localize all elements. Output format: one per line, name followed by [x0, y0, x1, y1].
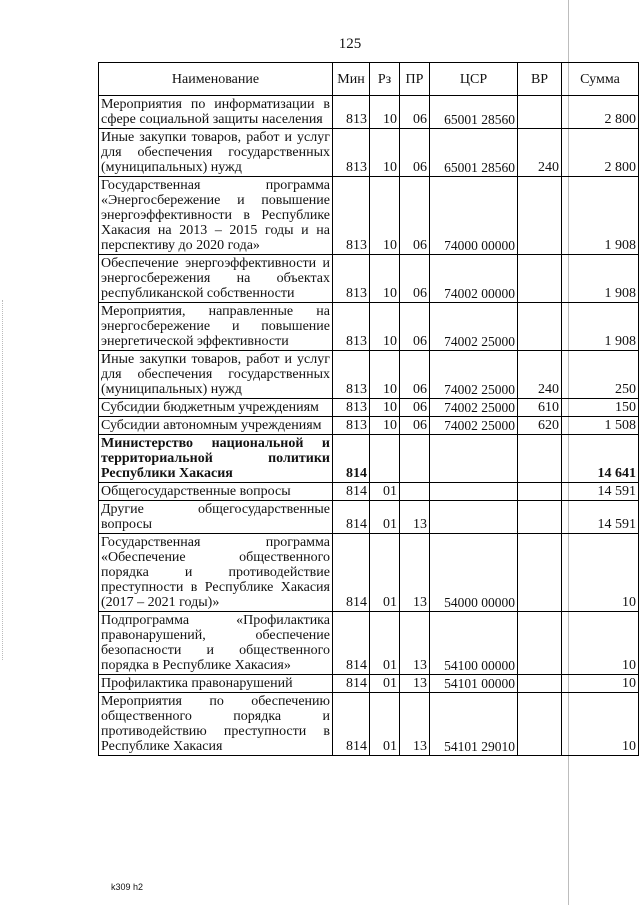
- cell-min: 814: [333, 483, 370, 501]
- cell-min: 813: [333, 255, 370, 303]
- table-row: [99, 435, 639, 483]
- cell-sum: 1 908: [562, 255, 639, 303]
- cell-min: 813: [333, 303, 370, 351]
- cell-csr: 74002 25000: [430, 303, 518, 351]
- cell-csr: [430, 435, 518, 483]
- cell-rz: 01: [370, 483, 400, 501]
- cell-min: 814: [333, 435, 370, 483]
- cell-vr: 620: [518, 417, 562, 435]
- col-header-min: Мин: [333, 63, 370, 96]
- table-row: [99, 303, 639, 351]
- cell-name: Другие общегосударственные вопросы: [99, 501, 333, 534]
- cell-rz: 01: [370, 675, 400, 693]
- footer-code: k309 h2: [111, 882, 144, 892]
- cell-min: 814: [333, 534, 370, 612]
- cell-rz: 10: [370, 255, 400, 303]
- cell-vr: [518, 612, 562, 675]
- cell-rz: 01: [370, 693, 400, 756]
- cell-min: 813: [333, 351, 370, 399]
- cell-min: 814: [333, 693, 370, 756]
- col-header-sum: Сумма: [562, 63, 639, 96]
- cell-sum: 10: [562, 675, 639, 693]
- table-body: [99, 96, 639, 756]
- table-row: [99, 501, 639, 534]
- cell-pr: 06: [400, 96, 430, 129]
- cell-csr: 65001 28560: [430, 96, 518, 129]
- cell-pr: 06: [400, 417, 430, 435]
- cell-csr: 54000 00000: [430, 534, 518, 612]
- cell-pr: [400, 435, 430, 483]
- cell-sum: 2 800: [562, 129, 639, 177]
- cell-vr: [518, 177, 562, 255]
- table-row: [99, 351, 639, 399]
- cell-pr: 13: [400, 693, 430, 756]
- table-row: [99, 129, 639, 177]
- cell-sum: 14 641: [562, 435, 639, 483]
- cell-name: Министерство национальной и территориальной политики Республики Хакасия: [99, 435, 333, 483]
- table-row: [99, 399, 639, 417]
- cell-vr: [518, 483, 562, 501]
- cell-csr: 74002 25000: [430, 399, 518, 417]
- table-row: [99, 534, 639, 612]
- cell-name: Субсидии автономным учреждениям: [99, 417, 333, 435]
- table-header-row: [99, 63, 639, 96]
- cell-min: 814: [333, 612, 370, 675]
- cell-pr: 06: [400, 303, 430, 351]
- cell-name: Подпрограмма «Профилактика правонарушений, обеспечение безопасности и общественного порядка в Республике Хакасия»: [99, 612, 333, 675]
- cell-pr: 13: [400, 612, 430, 675]
- cell-name: Государственная программа «Обеспечение общественного порядка и противодействие преступности в Республике Хакасия (2017 – 2021 годы)»: [99, 534, 333, 612]
- cell-sum: 1 908: [562, 177, 639, 255]
- cell-min: 813: [333, 399, 370, 417]
- cell-rz: 10: [370, 129, 400, 177]
- cell-min: 813: [333, 96, 370, 129]
- col-header-csr: ЦСР: [430, 63, 518, 96]
- cell-rz: 10: [370, 96, 400, 129]
- cell-sum: 250: [562, 351, 639, 399]
- cell-vr: [518, 255, 562, 303]
- table-row: [99, 483, 639, 501]
- cell-rz: 01: [370, 534, 400, 612]
- cell-vr: [518, 96, 562, 129]
- cell-sum: 1 908: [562, 303, 639, 351]
- table-row: [99, 96, 639, 129]
- cell-csr: [430, 483, 518, 501]
- page-number: 125: [338, 36, 362, 52]
- cell-pr: 06: [400, 177, 430, 255]
- scan-margin-marks: [2, 300, 9, 660]
- cell-sum: 14 591: [562, 501, 639, 534]
- cell-min: 813: [333, 417, 370, 435]
- cell-pr: 06: [400, 129, 430, 177]
- col-header-pr: ПР: [400, 63, 430, 96]
- cell-name: Мероприятия, направленные на энергосбережение и повышение энергетической эффективности: [99, 303, 333, 351]
- cell-pr: 13: [400, 534, 430, 612]
- cell-sum: 2 800: [562, 96, 639, 129]
- cell-csr: 54101 29010: [430, 693, 518, 756]
- cell-sum: 1 508: [562, 417, 639, 435]
- cell-pr: 06: [400, 399, 430, 417]
- col-header-rz: Рз: [370, 63, 400, 96]
- cell-name: Иные закупки товаров, работ и услуг для обеспечения государственных (муниципальных) нужд: [99, 351, 333, 399]
- cell-csr: [430, 501, 518, 534]
- cell-min: 813: [333, 129, 370, 177]
- cell-rz: 01: [370, 501, 400, 534]
- cell-pr: 13: [400, 501, 430, 534]
- cell-pr: 06: [400, 351, 430, 399]
- cell-rz: 10: [370, 417, 400, 435]
- cell-csr: 74000 00000: [430, 177, 518, 255]
- cell-min: 813: [333, 177, 370, 255]
- cell-name: Общегосударственные вопросы: [99, 483, 333, 501]
- table-row: [99, 177, 639, 255]
- cell-sum: 10: [562, 534, 639, 612]
- budget-table: [98, 62, 639, 756]
- cell-min: 814: [333, 675, 370, 693]
- table-row: [99, 417, 639, 435]
- cell-vr: [518, 435, 562, 483]
- cell-vr: [518, 675, 562, 693]
- cell-pr: 06: [400, 255, 430, 303]
- cell-rz: [370, 435, 400, 483]
- cell-vr: [518, 501, 562, 534]
- table-row: [99, 612, 639, 675]
- cell-csr: 65001 28560: [430, 129, 518, 177]
- cell-name: Субсидии бюджетным учреждениям: [99, 399, 333, 417]
- table-row: [99, 693, 639, 756]
- cell-sum: 150: [562, 399, 639, 417]
- cell-vr: [518, 534, 562, 612]
- cell-csr: 74002 25000: [430, 351, 518, 399]
- cell-sum: 10: [562, 693, 639, 756]
- cell-csr: 74002 25000: [430, 417, 518, 435]
- cell-vr: [518, 303, 562, 351]
- cell-rz: 10: [370, 399, 400, 417]
- cell-rz: 10: [370, 351, 400, 399]
- cell-vr: [518, 693, 562, 756]
- cell-vr: 610: [518, 399, 562, 417]
- cell-pr: [400, 483, 430, 501]
- cell-name: Мероприятия по информатизации в сфере социальной защиты населения: [99, 96, 333, 129]
- cell-name: Иные закупки товаров, работ и услуг для обеспечения государственных (муниципальных) нужд: [99, 129, 333, 177]
- cell-vr: 240: [518, 129, 562, 177]
- cell-rz: 10: [370, 303, 400, 351]
- cell-pr: 13: [400, 675, 430, 693]
- col-header-name: Наименование: [99, 63, 333, 96]
- cell-name: Государственная программа «Энергосбережение и повышение энергоэффективности в Республике Хакасия на 2013 – 2015 годы и на перспективу до 2020 года»: [99, 177, 333, 255]
- cell-sum: 10: [562, 612, 639, 675]
- cell-rz: 10: [370, 177, 400, 255]
- cell-rz: 01: [370, 612, 400, 675]
- cell-name: Обеспечение энергоэффективности и энергосбережения на объектах республиканской собственности: [99, 255, 333, 303]
- cell-csr: 54101 00000: [430, 675, 518, 693]
- cell-name: Мероприятия по обеспечению общественного порядка и противодействию преступности в Республике Хакасия: [99, 693, 333, 756]
- cell-sum: 14 591: [562, 483, 639, 501]
- col-header-vr: ВР: [518, 63, 562, 96]
- table-row: [99, 675, 639, 693]
- cell-vr: 240: [518, 351, 562, 399]
- cell-min: 814: [333, 501, 370, 534]
- cell-name: Профилактика правонарушений: [99, 675, 333, 693]
- cell-csr: 54100 00000: [430, 612, 518, 675]
- cell-csr: 74002 00000: [430, 255, 518, 303]
- table-row: [99, 255, 639, 303]
